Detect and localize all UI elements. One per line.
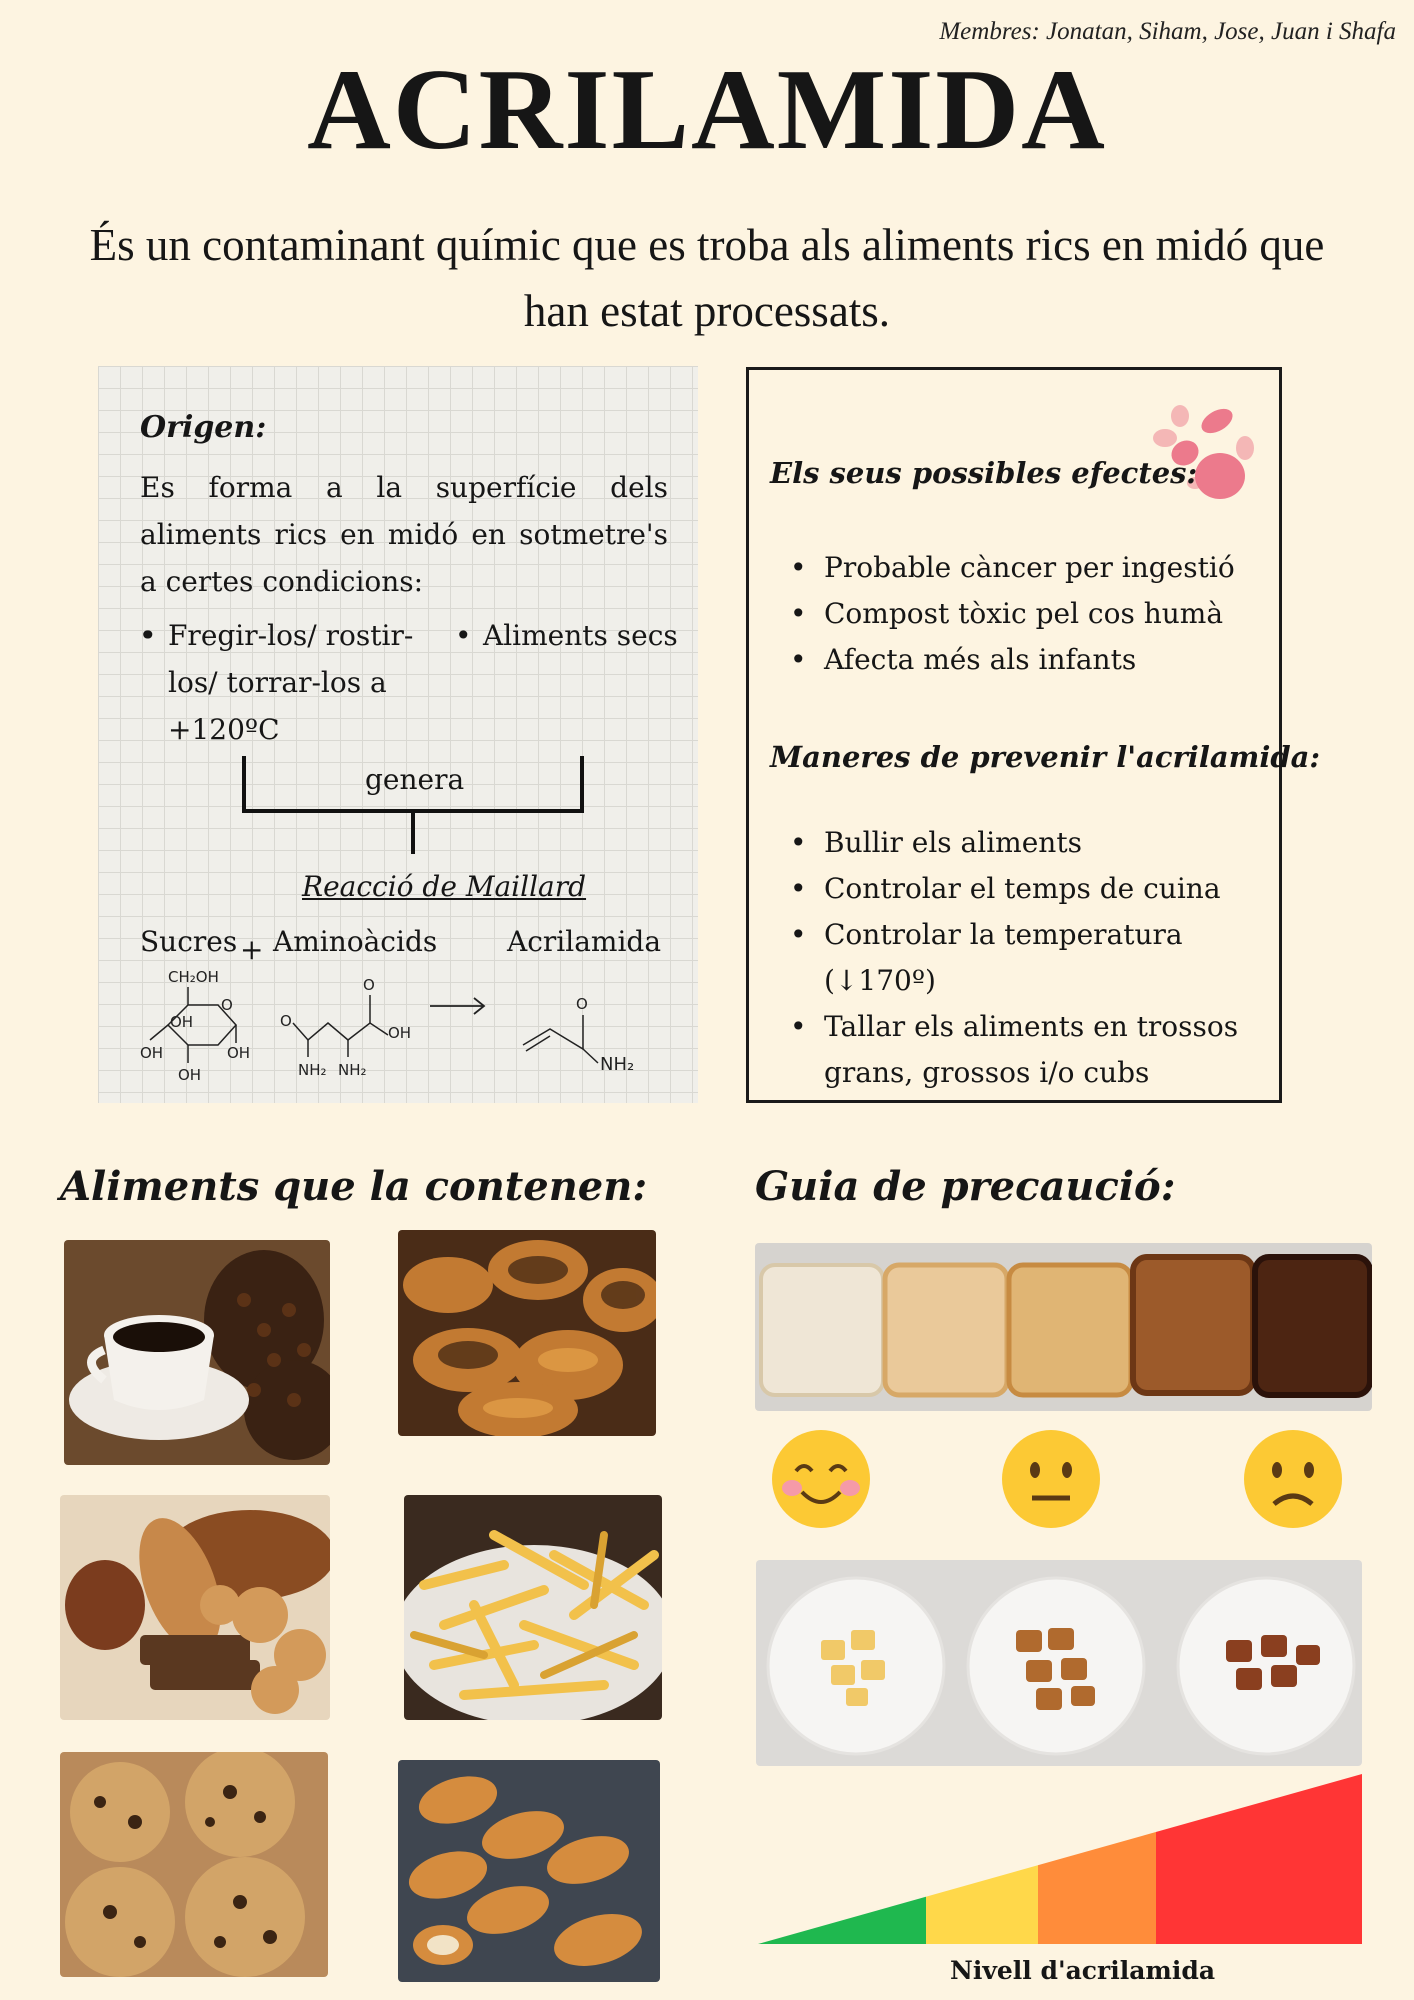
neutral-face-icon xyxy=(1000,1428,1102,1530)
acrylamide-label: Acrilamida xyxy=(507,925,662,958)
effect-item: • Afecta més als infants xyxy=(790,637,1270,683)
plus-sign: + xyxy=(240,933,264,966)
members-credit: Membres: Jonatan, Siham, Jose, Juan i Shafa xyxy=(939,18,1396,45)
level-segment-yellow xyxy=(926,1774,1038,1944)
effect-item: • Probable càncer per ingestió xyxy=(790,545,1270,591)
glucose-oh-label: OH xyxy=(140,1044,164,1062)
level-segment-red xyxy=(1156,1774,1362,1944)
prevention-item: • Tallar els aliments en trossos grans, grossos i/o cubs xyxy=(790,1004,1270,1096)
page-title: ACRILAMIDA xyxy=(307,46,1107,174)
origin-title: Origen: xyxy=(140,410,267,445)
prevention-title: Maneres de prevenir l'acrilamida: xyxy=(770,740,1321,774)
acrylamide-o-label: O xyxy=(576,995,588,1013)
sugars-label: Sucres xyxy=(140,925,238,958)
condition-item: • • Fregir-los/ rostir-los/ torrar-los a +120ºC xyxy=(140,612,420,753)
effects-title: Els seus possibles efectes: xyxy=(770,456,1198,490)
prevention-item: • Controlar el temps de cuina xyxy=(790,866,1270,912)
glucose-ring-o-label: O xyxy=(221,996,233,1014)
prevention-item: • Controlar la temperatura (↓170º) xyxy=(790,912,1270,1004)
glucose-ch2oh-label: CH₂OH xyxy=(168,968,219,986)
asparagine-nh2-label: NH₂ xyxy=(298,1061,327,1079)
origin-text: Es forma a la superfície dels aliments rics en midó en sotmetre's a certes condicions: xyxy=(140,471,668,598)
acrylamide-level-label: Nivell d'acrilamida xyxy=(950,1956,1216,1985)
condition-item: • Aliments secs xyxy=(455,619,678,652)
effects-list xyxy=(790,545,1270,683)
acrylamide-level-scale xyxy=(758,1774,1364,1946)
pastries-photo xyxy=(398,1230,656,1436)
level-segment-orange xyxy=(1038,1774,1156,1944)
level-segment-green xyxy=(758,1774,926,1944)
asparagine-o-label: O xyxy=(280,1012,292,1030)
smiling-face-icon xyxy=(770,1428,872,1530)
toast-levels-photo xyxy=(755,1243,1372,1411)
prevention-list xyxy=(790,820,1270,1096)
intro-text: És un contaminant químic que es troba als aliments rics en midó que han estat processats. xyxy=(89,220,1325,336)
acrylamide-nh2-label: NH₂ xyxy=(600,1054,635,1075)
asparagine-o-label: O xyxy=(363,976,375,994)
glucose-oh-label: OH xyxy=(227,1044,251,1062)
asparagine-oh-label: OH xyxy=(388,1024,412,1042)
guide-title: Guia de precaució: xyxy=(755,1163,1176,1210)
maillard-reaction-label: Reacció de Maillard xyxy=(302,870,587,903)
foods-title: Aliments que la contenen: xyxy=(60,1163,648,1210)
genera-label: genera xyxy=(365,763,465,796)
asparagine-nh2-label: NH₂ xyxy=(338,1061,367,1079)
chemical-reaction-diagram xyxy=(138,965,678,1090)
cookies-photo xyxy=(60,1752,328,1977)
fries-photo xyxy=(404,1495,662,1720)
croquettes-photo xyxy=(398,1760,660,1982)
prevention-item: • Bullir els aliments xyxy=(790,820,1270,866)
effect-item: • Compost tòxic pel cos humà xyxy=(790,591,1270,637)
potatoes-levels-photo xyxy=(756,1560,1362,1766)
glucose-oh-label: OH xyxy=(178,1066,202,1084)
coffee-photo xyxy=(64,1240,330,1465)
bread-photo xyxy=(60,1495,330,1720)
amino-acids-label: Aminoàcids xyxy=(273,925,438,958)
glucose-oh-label: OH xyxy=(170,1013,194,1031)
frowning-face-icon xyxy=(1242,1428,1344,1530)
